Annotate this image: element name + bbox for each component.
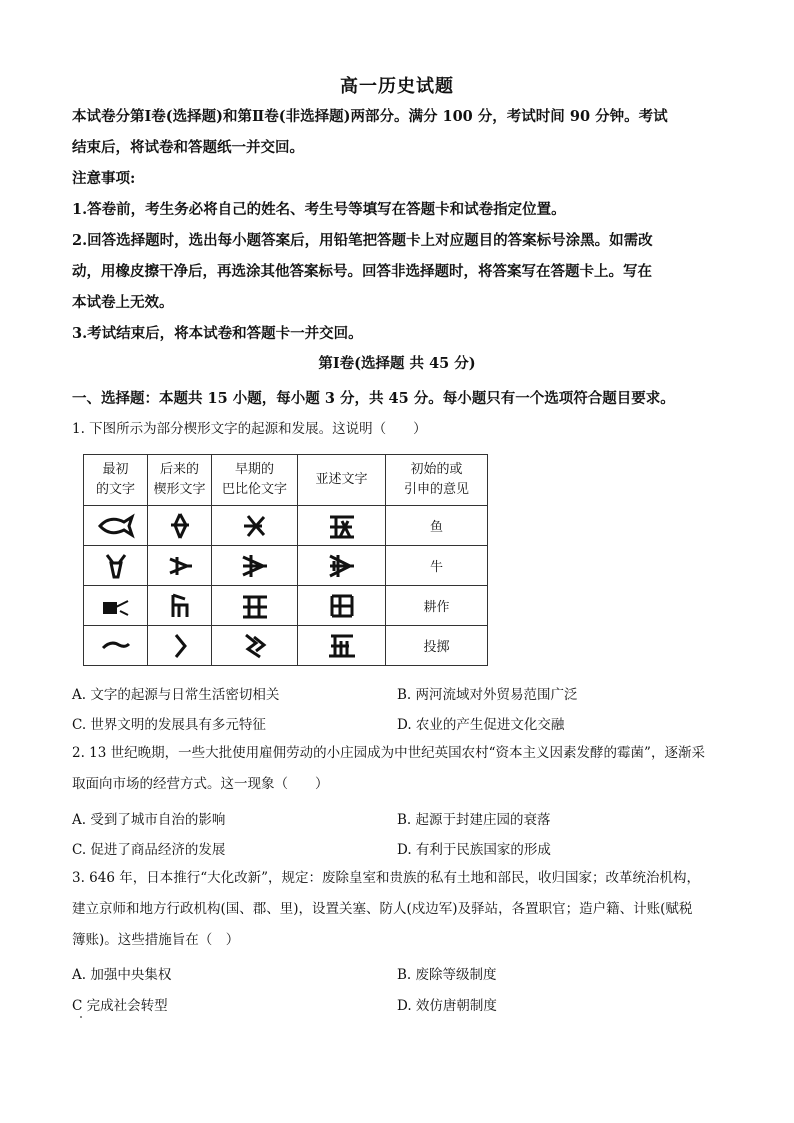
q2-option-a: A. 受到了城市自治的影响: [72, 812, 226, 828]
throw-babylonian-icon: [212, 626, 298, 666]
table-header-cell: 亚述文字: [298, 455, 386, 506]
q1-option-a: A. 文字的起源与日常生活密切相关: [72, 687, 280, 703]
cuneiform-table: [83, 454, 488, 666]
notice-item-2-line: 本试卷上无效。: [72, 294, 174, 311]
plough-pictograph-icon: [84, 586, 148, 626]
fish-assyrian-icon: [298, 506, 386, 546]
table-header-cell: 最初 的文字: [84, 455, 148, 506]
question-2-stem: [72, 738, 724, 800]
question-3-stem: [72, 863, 724, 956]
meaning-cell: 投掷: [386, 626, 488, 666]
throw-assyrian-icon: [298, 626, 386, 666]
question-2-line: 取面向市场的经营方式。这一现象（ ）: [72, 776, 329, 792]
plough-wedge-icon: [148, 586, 212, 626]
q3-option-c: C 完成社会转型: [72, 998, 168, 1014]
section-title: 第Ⅰ卷(选择题 共 45 分): [318, 355, 476, 372]
question-3-line: 3. 646 年，日本推行“大化改新”，规定：废除皇室和贵族的私有土地和部民，收归国家；改革统治机构，: [72, 870, 701, 886]
table-header-cell: 初始的或 引申的意见: [386, 455, 488, 506]
plough-assyrian-icon: [298, 586, 386, 626]
ox-pictograph-icon: [84, 546, 148, 586]
ox-assyrian-icon: [298, 546, 386, 586]
table-header-cell: 后来的 楔形文字: [148, 455, 212, 506]
intro-line: 本试卷分第Ⅰ卷(选择题)和第Ⅱ卷(非选择题)两部分。满分 100 分，考试时间 90 分钟。考试: [72, 108, 668, 125]
section-heading: 一、选择题：本题共 15 小题，每小题 3 分，共 45 分。每小题只有一个选项符合题目要求。: [72, 390, 675, 407]
page-title: 高一历史试题: [340, 76, 454, 97]
fish-pictograph-icon: [84, 506, 148, 546]
table-header-row: [84, 455, 488, 506]
q1-option-c: C. 世界文明的发展具有多元特征: [72, 717, 266, 733]
intro-line: 结束后，将试卷和答题纸一并交回。: [72, 139, 304, 156]
notice-item-2-line: 2.回答选择题时，选出每小题答案后，用铅笔把答题卡上对应题目的答案标号涂黑。如需改: [72, 232, 653, 249]
question-3-line: 建立京师和地方行政机构(国、郡、里)，设置关塞、防人(戍边军)及驿站，各置职官；造户籍、计账(赋税: [72, 901, 693, 917]
question-3-line: 簿账)。这些措施旨在（ ）: [72, 932, 240, 948]
plough-babylonian-icon: [212, 586, 298, 626]
q1-option-d: D. 农业的产生促进文化交融: [397, 717, 565, 733]
fish-wedge-icon: [148, 506, 212, 546]
intro-paragraph: [72, 101, 724, 349]
meaning-cell: 牛: [386, 546, 488, 586]
notice-item-1: 1.答卷前，考生务必将自己的姓名、考生号等填写在答题卡和试卷指定位置。: [72, 201, 566, 218]
throw-pictograph-icon: [84, 626, 148, 666]
notice-item-3: 3.考试结束后，将本试卷和答题卡一并交回。: [72, 325, 363, 342]
notice-item-2-line: 动，用橡皮擦干净后，再选涂其他答案标号。回答非选择题时，将答案写在答题卡上。写在: [72, 263, 652, 280]
table-row: [84, 506, 488, 546]
table-row: [84, 586, 488, 626]
meaning-cell: 鱼: [386, 506, 488, 546]
q2-option-c: C. 促进了商品经济的发展: [72, 842, 226, 858]
ox-babylonian-icon: [212, 546, 298, 586]
q1-option-b: B. 两河流域对外贸易范围广泛: [397, 687, 578, 703]
question-2-line: 2. 13 世纪晚期，一些大批使用雇佣劳动的小庄园成为中世纪英国农村“资本主义因素发酵的霉菌”，逐渐采: [72, 745, 705, 761]
q3-option-b: B. 废除等级制度: [397, 967, 497, 983]
fish-babylonian-icon: [212, 506, 298, 546]
scan-speck: [80, 1016, 82, 1018]
throw-wedge-icon: [148, 626, 212, 666]
table-row: [84, 626, 488, 666]
ox-wedge-icon: [148, 546, 212, 586]
notice-heading: 注意事项:: [72, 170, 136, 187]
table-row: [84, 546, 488, 586]
table-header-cell: 早期的 巴比伦文字: [212, 455, 298, 506]
meaning-cell: 耕作: [386, 586, 488, 626]
q3-option-a: A. 加强中央集权: [72, 967, 172, 983]
q2-option-b: B. 起源于封建庄园的衰落: [397, 812, 551, 828]
q2-option-d: D. 有利于民族国家的形成: [397, 842, 551, 858]
question-1-stem: 1. 下图所示为部分楔形文字的起源和发展。这说明（ ）: [72, 421, 427, 437]
q3-option-d: D. 效仿唐朝制度: [397, 998, 497, 1014]
